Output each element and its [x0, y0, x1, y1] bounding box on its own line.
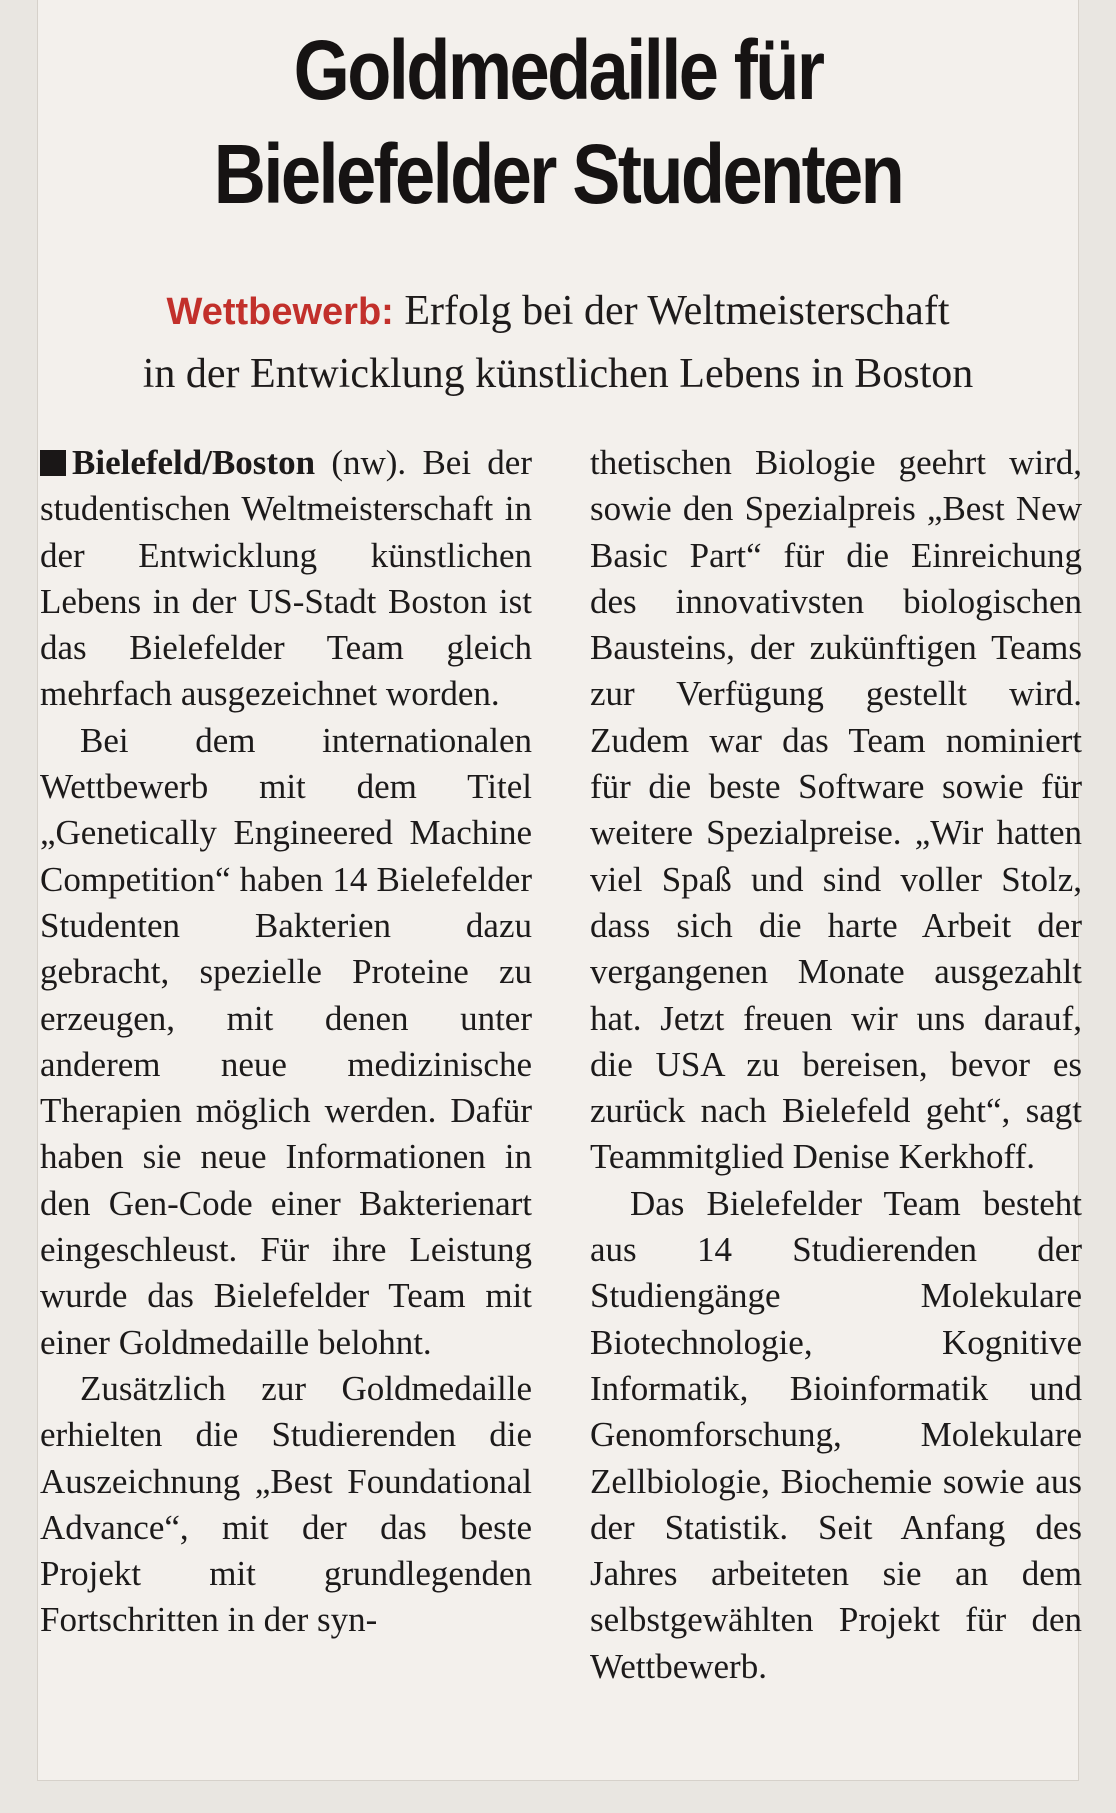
article-paragraph: Zusätzlich zur Goldmedaille erhielten die Studierenden die Auszeichnung „Best Foundational Advance“, mit der das beste Projekt mit grundlegenden Fortschritten in der syn-	[40, 1368, 532, 1640]
subheadline-text-1: Erfolg bei der Weltmeisterschaft	[404, 288, 950, 334]
article-paragraph: Bei dem internationalen Wettbewerb mit dem Titel „Genetically Engineered Machine Competition“ haben 14 Bielefelder Studenten Bakterien dazu gebracht, spezielle Proteine zu erzeugen, mit denen unter anderem neue medizinische Therapien möglich werden. Dafür haben sie neue Informationen in den Gen-Code einer Bakterienart eingeschleust. Für ihre Leistung wurde das Bielefelder Team mit einer Goldmedaille belohnt.	[40, 720, 532, 1362]
subheadline	[38, 280, 1078, 405]
subheadline-line-1	[38, 280, 1078, 343]
kicker: Wettbewerb:	[166, 291, 394, 333]
dateline: Bielefeld/Boston	[72, 443, 316, 482]
agency-tag: (nw).	[331, 443, 407, 482]
headline	[111, 18, 1005, 226]
paragraph-1-text: Bei der studentischen Weltmeisterschaft in der Entwicklung künstlichen Lebens in der US-Stadt Boston ist das Bielefelder Team gleich mehrfach ausgezeichnet worden.	[40, 443, 532, 714]
newspaper-clipping	[38, 0, 1082, 1780]
article-paragraph: Das Bielefelder Team besteht aus 14 Studierenden der Studiengänge Molekulare Biotechnologie, Kognitive Informatik, Bioinformatik und Genomforschung, Molekulare Zellbiologie, Biochemie sowie aus der Statistik. Seit Anfang des Jahres arbeiteten sie an dem selbstgewählten Projekt für den Wettbewerb.	[590, 1183, 1082, 1686]
article-paragraph: thetischen Biologie geehrt wird, sowie den Spezialpreis „Best New Basic Part“ für die Einreichung des innovativsten biologischen Bausteins, der zukünftigen Teams zur Verfügung gestellt wird. Zudem war das Team nominiert für die beste Software sowie für weitere Spezialpreise. „Wir hatten viel Spaß und sind voller Stolz, dass sich die harte Arbeit der vergangenen Monate ausgezahlt hat. Jetzt freuen wir uns darauf, die USA zu bereisen, bevor es zurück nach Bielefeld geht“, sagt Teammitglied Denise Kerkhoff.	[590, 443, 1082, 1177]
article-column-left	[40, 440, 532, 1644]
headline-line-2: Bielefelder Studenten	[213, 127, 903, 221]
dateline-square-icon	[40, 450, 66, 476]
headline-line-1: Goldmedaille für	[293, 23, 823, 117]
article-column-right	[590, 440, 1082, 1690]
subheadline-line-2: in der Entwicklung künstlichen Lebens in Boston	[142, 351, 974, 397]
article-paragraph	[40, 440, 532, 718]
